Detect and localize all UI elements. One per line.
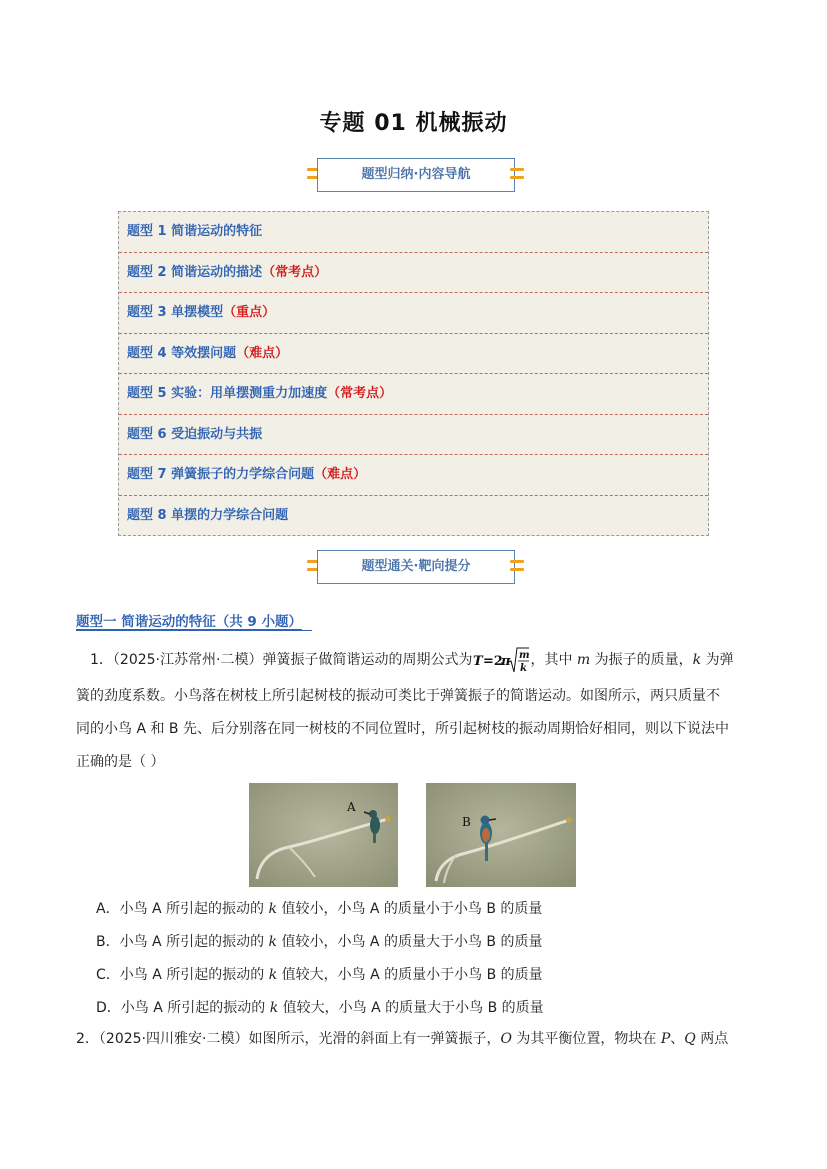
question-1-line-1 — [76, 644, 751, 678]
question-1-line-2: 簧的劲度系数。小鸟落在树枝上所引起树枝的振动可类比于弹簧振子的简谐运动。如图所示，两只质量不 — [76, 688, 720, 704]
nav-item-tag: （难点） — [236, 345, 289, 361]
question-text: 为弹 — [701, 652, 734, 668]
nav-item-2[interactable] — [119, 253, 708, 294]
option-text: B．小鸟 A 所引起的振动的 — [96, 934, 269, 950]
section-heading: 题型一 简谐运动的特征（共 9 小题） — [76, 610, 312, 631]
nav-item-tag: （常考点） — [327, 386, 393, 401]
nav-item-label: 题型 2 简谐运动的描述 — [127, 264, 263, 280]
question-text: 、 — [670, 1031, 685, 1047]
question-1-line-4: 正确的是（ ） — [76, 754, 165, 770]
nav-item-label: 题型 5 实验：用单摆测重力加速度 — [127, 386, 328, 401]
nav-item-label: 题型 7 弹簧振子的力学综合问题 — [127, 467, 315, 482]
nav-item-label: 题型 4 等效摆问题 — [127, 345, 237, 361]
page-title: 专题 01 机械振动 — [319, 111, 508, 136]
practice-banner-label: 题型通关·靶向提分 — [317, 550, 515, 584]
option-text: 值较大，小鸟 A 的质量大于小鸟 B 的质量 — [278, 1000, 544, 1016]
question-text: 弹簧振子做简谐运动的周期公式为 — [262, 652, 473, 668]
practice-banner — [304, 550, 524, 588]
option-text: D．小鸟 A 所引起的振动的 — [96, 1000, 270, 1016]
option-text: 值较大，小鸟 A 的质量小于小鸟 B 的质量 — [277, 967, 543, 983]
variable-k: k — [269, 1000, 279, 1016]
option-text: C．小鸟 A 所引起的振动的 — [96, 967, 269, 983]
option-text: A．小鸟 A 所引起的振动的 — [96, 901, 269, 917]
variable-k: k — [268, 934, 278, 950]
option-text: 值较小，小鸟 A 的质量小于小鸟 B 的质量 — [277, 901, 543, 917]
banner-right-mark — [510, 560, 524, 573]
nav-item-label: 题型 8 单摆的力学综合问题 — [127, 507, 289, 523]
topic-nav-list — [118, 211, 709, 536]
variable-k: k — [268, 967, 278, 983]
nav-item-label: 题型 1 简谐运动的特征 — [127, 224, 263, 239]
banner-right-mark — [510, 168, 524, 181]
question-text: 如图所示，光滑的斜面上有一弹簧振子， — [248, 1031, 501, 1047]
nav-item-tag: （重点） — [223, 305, 276, 320]
nav-item-5[interactable] — [119, 374, 708, 415]
nav-item-6[interactable] — [119, 415, 708, 456]
svg-text:T: T — [473, 654, 484, 669]
question-source: （2025·四川雅安·二模） — [98, 1031, 249, 1047]
svg-text:m: m — [519, 650, 531, 661]
question-text: 为振子的质量， — [590, 652, 693, 668]
bird-a-label: A — [347, 800, 356, 814]
bird-a-photo — [249, 783, 398, 887]
nav-item-tag: （常考点） — [262, 264, 328, 280]
nav-item-8[interactable] — [119, 496, 708, 537]
question-1-line-3: 同的小鸟 A 和 B 先、后分别落在同一树枝的不同位置时，所引起树枝的振动周期恰好相同，则以下说法中 — [76, 721, 729, 737]
option-d[interactable] — [96, 997, 544, 1017]
bird-b-photo — [426, 783, 576, 887]
svg-text:π: π — [501, 654, 511, 669]
bird-b-label: B — [462, 815, 471, 829]
nav-item-label: 题型 3 单摆模型 — [127, 305, 224, 320]
variable-m: m — [576, 652, 591, 668]
nav-item-label: 题型 6 受迫振动与共振 — [127, 426, 263, 442]
svg-text:=2: =2 — [483, 654, 504, 669]
option-text: 值较小，小鸟 A 的质量大于小鸟 B 的质量 — [277, 934, 543, 950]
question-text: 为其平衡位置，物块在 — [511, 1031, 661, 1047]
question-2-line-1 — [76, 1023, 751, 1057]
bird-figures — [249, 783, 579, 887]
variable-p: P — [660, 1031, 671, 1047]
nav-item-tag: （难点） — [314, 467, 367, 482]
nav-item-4[interactable] — [119, 334, 708, 375]
nav-item-1[interactable] — [119, 212, 708, 253]
option-c[interactable] — [96, 964, 543, 984]
option-a[interactable] — [96, 898, 542, 918]
question-number: 1． — [90, 652, 113, 668]
option-b[interactable] — [96, 931, 542, 951]
nav-banner-label: 题型归纳·内容导航 — [317, 158, 515, 192]
question-text: ，其中 — [530, 652, 577, 668]
nav-item-7[interactable] — [119, 455, 708, 496]
variable-k: k — [692, 652, 702, 668]
svg-text:k: k — [520, 663, 528, 674]
variable-k: k — [268, 901, 277, 917]
variable-o: O — [500, 1031, 512, 1047]
question-source: （2025·江苏常州·二模） — [112, 652, 263, 668]
variable-q: Q — [684, 1031, 696, 1047]
nav-banner — [304, 158, 524, 196]
question-text: 两点 — [695, 1031, 729, 1047]
period-formula — [472, 645, 530, 675]
nav-item-3[interactable] — [119, 293, 708, 334]
question-number: 2． — [76, 1031, 99, 1047]
